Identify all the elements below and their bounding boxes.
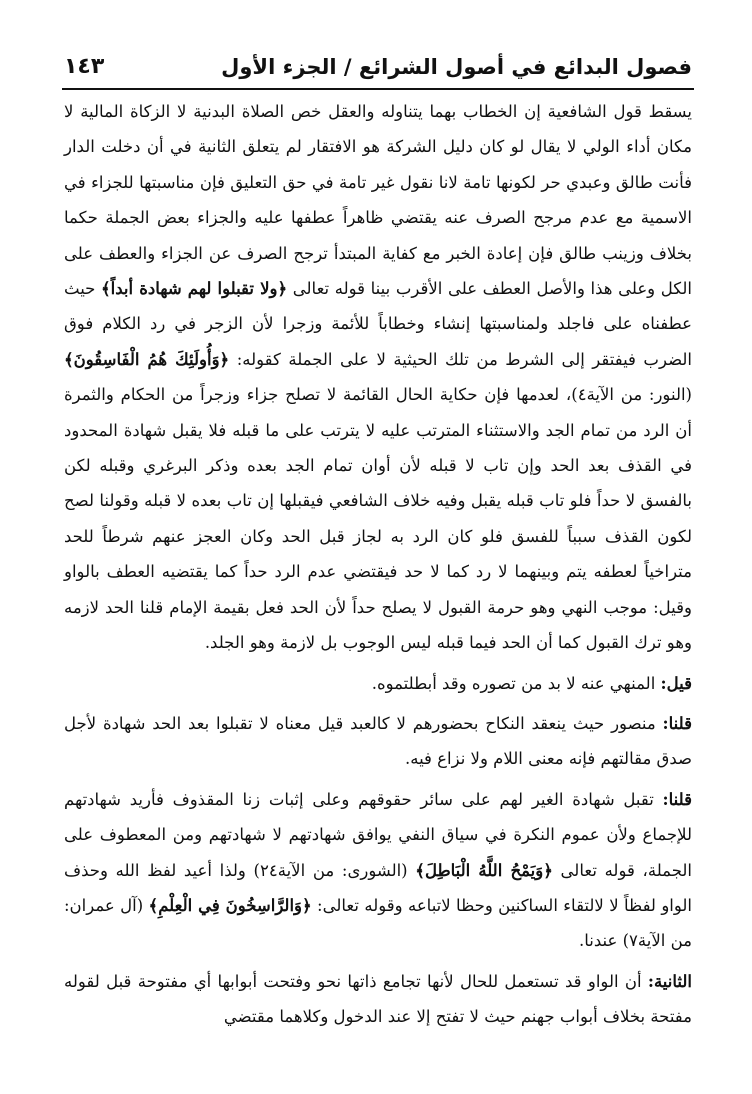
main-text	[64, 94, 692, 1035]
text-run: المنهي عنه لا بد من تصوره وقد أبطلتموه.	[371, 673, 661, 693]
page-header	[64, 40, 692, 88]
running-title: فصول البدائع في أصول الشرائع / الجزء الأول	[221, 55, 692, 79]
paragraph	[64, 94, 692, 661]
text-run: حيث عطفناه على فاجلد ولمناسبتها إنشاء وخطاباً للأئمة وزجرا لأن الزجر في رد الكلام فوق الضرب فيفتقر إلى الشرط من تلك الحيثية لا على الجملة كقوله:	[64, 279, 692, 369]
paragraph-label: قلنا:	[662, 789, 692, 809]
quran-quote: ﴿وَالرَّاسِخُونَ فِي الْعِلْمِ﴾	[148, 895, 312, 915]
paragraph-label: الثانية:	[647, 971, 692, 991]
header-divider	[62, 88, 694, 90]
paragraph-label: قيل:	[660, 673, 692, 693]
text-run: (النور: من الآية٤)، لعدمها فإن حكاية الحال القائمة لا تصلح جزاء وزجراً من الحكام والثمرة أن الرد من تمام الجد والاستثناء المترتب عليه لا يترتب على ما قبله فلا يقبل شهادة المحدود في القذف بعد الحد وإن تاب لا قبله لأن أوان تمام الجد بعده وذكر البرغري وقبله لكن بالفسق لا حداً فلو تاب قبله يقبل وفيه خلاف الشافعي فيقبلها إن تاب بعده لا قبله وقولنا لصح لكون القذف سبباً للفسق فلو كان الرد به لجاز قبل الحد وكان العجز عنهم شرطاً للحد متراخياً لعطفه يتم وبينهما لا رد كما لا حد فيقتضي عدم الرد حداً كما يقتضيه العطف بالواو وقيل: موجب النهي وهو حرمة القبول لا يصلح حداً لأن الحد فعل بقيمة الإمام قلنا الحد لازمه وهو ترك القبول كما أن الحد فيما قبله ليس الوجوب بل لازمة وهو الجلد.	[64, 385, 692, 653]
paragraph	[64, 964, 692, 1035]
page-number: ١٤٣	[64, 54, 105, 79]
quran-quote: ﴿وَيَمْحُ اللَّهُ الْبَاطِلَ﴾	[415, 860, 553, 880]
quran-quote: ﴿وَأُولَئِكَ هُمُ الْفَاسِقُونَ﴾	[64, 349, 230, 369]
paragraph	[64, 666, 692, 701]
text-run: أن الواو قد تستعمل للحال لأنها تجامع ذاتها نحو وفتحت أبوابها أي مفتوحة قبل لقوله مفتحة بخلاف أبواب جهنم حيث لا تفتح إلا عند الدخول وكلاهما مقتضي	[64, 971, 692, 1027]
quran-quote: ﴿ولا تقبلوا لهم شهادة أبداً﴾	[101, 279, 288, 299]
text-run: يسقط قول الشافعية إن الخطاب بهما يتناوله والعقل خص الصلاة البدنية لا الزكاة المالية لا مكان أداء الولي لا يقال لو كان دليل الشركة هو الافتقار لم يتعلق الثانية في أن دخلت الدار فأنت طالق وعبدي حر لكونها تامة لانا نقول غير تامة في حق التعليق فإن مناسبتها للجزاء في الاسمية مع عدم مرجح الصرف عنه يقتضي ظاهراً عطفها عليه والجزاء بعض الجملة حكما بخلاف وزينب طالق فإن إعادة الخبر مع كفاية المبتدأ ترجح الصرف عن الجزاء والعطف على الكل وعلى هذا والأصل العطف على الأقرب بينا قوله تعالى	[64, 102, 692, 299]
text-run: (الشورى: من الآية٢٤) ولذا أعيد لفظ الله وحذف الواو لفظاً لا لالتقاء الساكنين وحظا لاتباعه وقوله تعالى:	[64, 860, 693, 915]
paragraph	[64, 782, 692, 959]
paragraph	[64, 706, 692, 777]
text-run: تقبل شهادة الغير لهم على سائر حقوقهم وعلى إثبات زنا المقذوف فأريد شهادتهم للإجماع ولأن عموم النكرة في سياق النفي يوافق شهادتهم لا شهادتهم ومن المعطوف على الجملة، قوله تعالى	[64, 789, 692, 880]
text-run: منصور حيث ينعقد النكاح بحضورهم لا كالعبد قيل معناه لا تقبلوا بعد الحد شهادة لأجل صدق مقالتهم فإنه معنى اللام ولا نزاع فيه.	[64, 713, 692, 769]
text-run: (آل عمران: من الآية٧) عندنا.	[64, 895, 692, 951]
paragraph-label: قلنا:	[662, 713, 692, 733]
